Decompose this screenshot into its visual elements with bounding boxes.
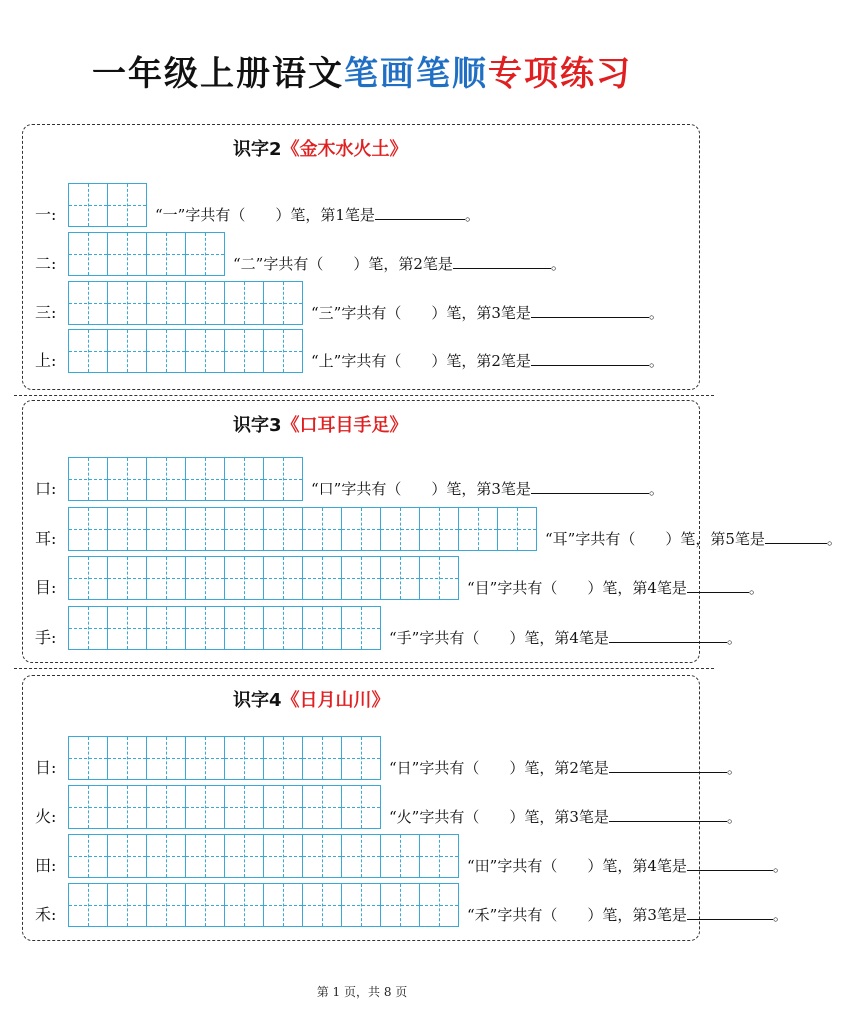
grid-cell[interactable] — [263, 606, 303, 650]
question-text — [389, 806, 742, 827]
grid-cell[interactable] — [458, 507, 498, 551]
writing-grid — [68, 232, 224, 276]
question-end-mark: 。 — [726, 629, 742, 647]
question-prompt: “三”字共有（ ）笔，第3笔是 — [311, 304, 531, 322]
grid-cell[interactable] — [185, 785, 225, 829]
grid-cell[interactable] — [224, 606, 264, 650]
character-label: 田: — [35, 856, 57, 875]
section-shizi-2 — [22, 124, 700, 390]
question-end-mark: 。 — [648, 352, 664, 370]
section-shizi-4 — [22, 675, 788, 941]
writing-grid — [68, 834, 458, 878]
page-footer: 第 1 页，共 8 页 — [316, 985, 408, 999]
grid-cell[interactable] — [107, 281, 147, 325]
section-title-highlight: 《金木水火土》 — [281, 139, 408, 160]
question-end-mark: 。 — [648, 480, 664, 498]
grid-cell[interactable] — [341, 507, 381, 551]
writing-grid — [68, 556, 458, 600]
character-label: 手: — [35, 628, 57, 647]
question-prompt: “上”字共有（ ）笔，第2笔是 — [311, 352, 531, 370]
question-end-mark: 。 — [550, 255, 566, 273]
grid-cell[interactable] — [146, 785, 186, 829]
grid-cell[interactable] — [185, 507, 225, 551]
grid-cell[interactable] — [146, 232, 186, 276]
writing-grid — [68, 507, 536, 551]
writing-grid — [68, 606, 380, 650]
grid-cell[interactable] — [341, 883, 381, 927]
grid-cell[interactable] — [224, 834, 264, 878]
question-end-mark: 。 — [748, 579, 764, 597]
writing-grid — [68, 183, 146, 227]
question-prompt: “目”字共有（ ）笔，第4笔是 — [467, 579, 687, 597]
grid-cell[interactable] — [302, 736, 342, 780]
character-label: 一: — [35, 205, 57, 224]
section-title — [233, 686, 390, 712]
grid-cell[interactable] — [224, 736, 264, 780]
answer-blank[interactable] — [609, 806, 727, 822]
cut-line — [14, 668, 714, 669]
grid-cell[interactable] — [107, 736, 147, 780]
grid-cell[interactable] — [419, 834, 459, 878]
question-text — [311, 350, 664, 371]
grid-cell[interactable] — [185, 281, 225, 325]
grid-cell[interactable] — [107, 606, 147, 650]
grid-cell[interactable] — [68, 232, 108, 276]
character-label: 禾: — [35, 905, 57, 924]
grid-cell[interactable] — [224, 883, 264, 927]
grid-cell[interactable] — [380, 507, 420, 551]
question-end-mark: 。 — [772, 906, 788, 924]
grid-cell[interactable] — [419, 507, 459, 551]
grid-cell[interactable] — [185, 736, 225, 780]
grid-cell[interactable] — [107, 556, 147, 600]
grid-cell[interactable] — [263, 736, 303, 780]
grid-cell[interactable] — [185, 834, 225, 878]
question-text — [467, 577, 764, 598]
grid-cell[interactable] — [146, 556, 186, 600]
question-prompt: “火”字共有（ ）笔，第3笔是 — [389, 808, 609, 826]
question-end-mark: 。 — [464, 206, 480, 224]
grid-cell[interactable] — [68, 736, 108, 780]
grid-cell[interactable] — [380, 883, 420, 927]
question-text — [311, 302, 664, 323]
question-prompt: “日”字共有（ ）笔，第2笔是 — [389, 759, 609, 777]
answer-blank[interactable] — [765, 528, 827, 544]
grid-cell[interactable] — [185, 556, 225, 600]
character-label: 二: — [35, 254, 57, 273]
answer-blank[interactable] — [375, 204, 465, 220]
answer-blank[interactable] — [531, 478, 649, 494]
answer-blank[interactable] — [531, 302, 649, 318]
character-label: 目: — [35, 578, 57, 597]
character-label: 口: — [35, 479, 57, 498]
question-text — [233, 253, 566, 274]
grid-cell[interactable] — [146, 281, 186, 325]
section-title-prefix: 识字4 — [233, 690, 282, 711]
question-prompt: “二”字共有（ ）笔，第2笔是 — [233, 255, 453, 273]
answer-blank[interactable] — [687, 904, 773, 920]
grid-cell[interactable] — [419, 883, 459, 927]
question-text — [467, 904, 788, 925]
grid-cell[interactable] — [68, 329, 108, 373]
answer-blank[interactable] — [687, 855, 773, 871]
title-part3: 专项练习 — [488, 54, 632, 94]
character-label: 三: — [35, 303, 57, 322]
grid-cell[interactable] — [497, 507, 537, 551]
character-label: 上: — [35, 351, 57, 370]
grid-cell[interactable] — [146, 329, 186, 373]
grid-cell[interactable] — [263, 883, 303, 927]
grid-cell[interactable] — [68, 281, 108, 325]
question-end-mark: 。 — [772, 857, 788, 875]
question-prompt: “口”字共有（ ）笔，第3笔是 — [311, 480, 531, 498]
section-shizi-3 — [22, 400, 842, 663]
grid-cell[interactable] — [107, 183, 147, 227]
grid-cell[interactable] — [224, 556, 264, 600]
grid-cell[interactable] — [68, 606, 108, 650]
grid-cell[interactable] — [224, 457, 264, 501]
grid-cell[interactable] — [380, 834, 420, 878]
grid-cell[interactable] — [302, 834, 342, 878]
grid-cell[interactable] — [302, 606, 342, 650]
question-text — [545, 528, 842, 549]
grid-cell[interactable] — [263, 507, 303, 551]
answer-blank[interactable] — [531, 350, 649, 366]
grid-cell[interactable] — [341, 785, 381, 829]
grid-cell[interactable] — [68, 507, 108, 551]
grid-cell[interactable] — [146, 834, 186, 878]
grid-cell[interactable] — [146, 883, 186, 927]
grid-cell[interactable] — [263, 785, 303, 829]
title-part2: 笔画笔顺 — [344, 54, 488, 94]
writing-grid — [68, 329, 302, 373]
question-prompt: “田”字共有（ ）笔，第4笔是 — [467, 857, 687, 875]
question-text — [389, 757, 742, 778]
grid-cell[interactable] — [107, 834, 147, 878]
question-text — [389, 627, 742, 648]
grid-cell[interactable] — [185, 606, 225, 650]
answer-blank[interactable] — [609, 627, 727, 643]
question-text — [311, 478, 664, 499]
grid-cell[interactable] — [341, 606, 381, 650]
character-label: 火: — [35, 807, 57, 826]
grid-cell[interactable] — [185, 457, 225, 501]
grid-cell[interactable] — [68, 785, 108, 829]
grid-cell[interactable] — [146, 457, 186, 501]
grid-cell[interactable] — [107, 883, 147, 927]
grid-cell[interactable] — [263, 834, 303, 878]
section-title-prefix: 识字3 — [233, 415, 282, 436]
grid-cell[interactable] — [341, 736, 381, 780]
answer-blank[interactable] — [609, 757, 727, 773]
writing-grid — [68, 736, 380, 780]
writing-grid — [68, 785, 380, 829]
section-title — [233, 411, 408, 437]
question-end-mark: 。 — [826, 530, 842, 548]
section-title-prefix: 识字2 — [233, 139, 282, 160]
grid-cell[interactable] — [68, 183, 108, 227]
grid-cell[interactable] — [302, 785, 342, 829]
grid-cell[interactable] — [419, 556, 459, 600]
grid-cell[interactable] — [224, 785, 264, 829]
question-prompt: “一”字共有（ ）笔，第1笔是 — [155, 206, 375, 224]
grid-cell[interactable] — [263, 457, 303, 501]
grid-cell[interactable] — [263, 556, 303, 600]
section-title-highlight: 《日月山川》 — [281, 690, 390, 711]
grid-cell[interactable] — [107, 785, 147, 829]
cut-line — [14, 395, 714, 396]
grid-cell[interactable] — [341, 556, 381, 600]
grid-cell[interactable] — [224, 507, 264, 551]
grid-cell[interactable] — [107, 329, 147, 373]
question-prompt: “耳”字共有（ ）笔，第5笔是 — [545, 530, 765, 548]
grid-cell[interactable] — [68, 556, 108, 600]
writing-grid — [68, 457, 302, 501]
character-label: 日: — [35, 758, 57, 777]
answer-blank[interactable] — [687, 577, 749, 593]
grid-cell[interactable] — [68, 457, 108, 501]
grid-cell[interactable] — [146, 507, 186, 551]
grid-cell[interactable] — [107, 232, 147, 276]
grid-cell[interactable] — [68, 834, 108, 878]
section-title-highlight: 《口耳目手足》 — [281, 415, 408, 436]
page-title — [0, 46, 724, 95]
grid-cell[interactable] — [185, 329, 225, 373]
grid-cell[interactable] — [302, 556, 342, 600]
grid-cell[interactable] — [302, 507, 342, 551]
grid-cell[interactable] — [107, 507, 147, 551]
question-end-mark: 。 — [726, 759, 742, 777]
question-prompt: “手”字共有（ ）笔，第4笔是 — [389, 629, 609, 647]
grid-cell[interactable] — [185, 232, 225, 276]
grid-cell[interactable] — [224, 281, 264, 325]
question-end-mark: 。 — [726, 808, 742, 826]
title-part1: 一年级上册语文 — [92, 54, 344, 94]
question-prompt: “禾”字共有（ ）笔，第3笔是 — [467, 906, 687, 924]
grid-cell[interactable] — [263, 281, 303, 325]
grid-cell[interactable] — [68, 883, 108, 927]
grid-cell[interactable] — [263, 329, 303, 373]
grid-cell[interactable] — [107, 457, 147, 501]
grid-cell[interactable] — [146, 606, 186, 650]
writing-grid — [68, 883, 458, 927]
grid-cell[interactable] — [146, 736, 186, 780]
grid-cell[interactable] — [224, 329, 264, 373]
grid-cell[interactable] — [185, 883, 225, 927]
question-text — [155, 204, 480, 225]
grid-cell[interactable] — [341, 834, 381, 878]
question-end-mark: 。 — [648, 304, 664, 322]
writing-grid — [68, 281, 302, 325]
section-title — [233, 135, 408, 161]
question-text — [467, 855, 788, 876]
grid-cell[interactable] — [380, 556, 420, 600]
answer-blank[interactable] — [453, 253, 551, 269]
character-label: 耳: — [35, 529, 57, 548]
grid-cell[interactable] — [302, 883, 342, 927]
